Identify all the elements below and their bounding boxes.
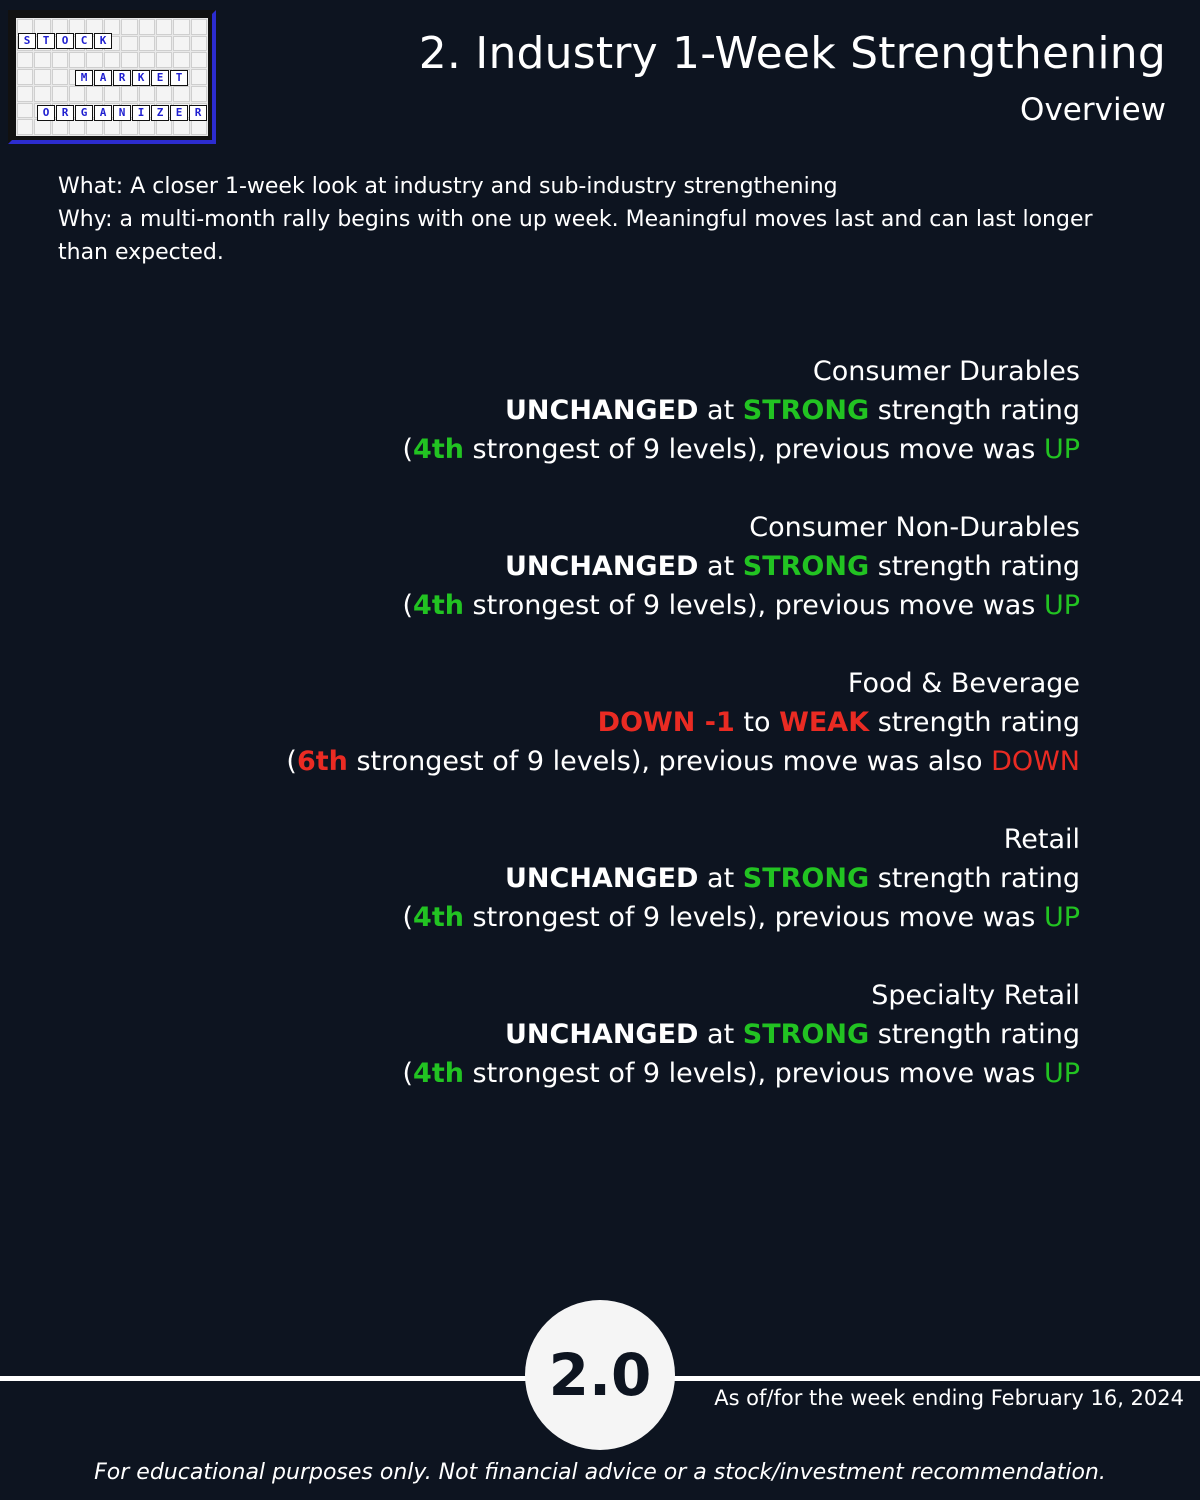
logo-grid-cell: [173, 36, 189, 52]
rank-value: 4th: [413, 434, 464, 465]
rating-suffix: strength rating: [869, 395, 1080, 426]
rank-line: [80, 1054, 1080, 1093]
industry-item: [80, 820, 1080, 937]
logo-grid-cell: [139, 86, 155, 102]
rating-connector: at: [698, 395, 743, 426]
logo-letter: I: [132, 105, 150, 121]
industry-name: Retail: [1003, 824, 1080, 855]
industry-list: [80, 352, 1080, 1132]
open-paren: (: [286, 746, 297, 777]
previous-move: DOWN: [991, 746, 1080, 777]
industry-item: [80, 508, 1080, 625]
logo-letter: Z: [151, 105, 169, 121]
logo-letter: A: [94, 105, 112, 121]
previous-move: UP: [1043, 1058, 1080, 1089]
logo-grid-cell: [156, 86, 172, 102]
logo-grid-cell: [34, 69, 50, 85]
page-title: 2. Industry 1-Week Strengthening: [418, 28, 1166, 79]
logo-grid-cell: [34, 119, 50, 135]
rating-connector: to: [734, 707, 780, 738]
change-status: UNCHANGED: [505, 1019, 699, 1050]
logo-grid-cell: [17, 103, 33, 119]
logo-grid-cell: [173, 19, 189, 35]
logo-grid-cell: [191, 86, 207, 102]
logo-grid-cell: [139, 119, 155, 135]
rank-value: 4th: [413, 1058, 464, 1089]
rating-connector: at: [698, 551, 743, 582]
industry-item: [80, 664, 1080, 781]
logo-grid-cell: [121, 119, 137, 135]
as-of-date: As of/for the week ending February 16, 2024: [714, 1386, 1184, 1410]
logo-grid-cell: [17, 69, 33, 85]
logo-letter: K: [132, 70, 150, 86]
industry-item: [80, 352, 1080, 469]
strength-rating: STRONG: [742, 395, 870, 426]
logo-letter: R: [113, 70, 131, 86]
rank-suffix: strongest of 9 levels), previous move was: [463, 590, 1044, 621]
logo-grid-cell: [191, 19, 207, 35]
rank-suffix: strongest of 9 levels), previous move was: [463, 434, 1044, 465]
logo-grid-cell: [156, 36, 172, 52]
change-status: UNCHANGED: [505, 863, 699, 894]
change-status: UNCHANGED: [505, 551, 699, 582]
open-paren: (: [402, 902, 414, 933]
logo-letter: S: [18, 33, 36, 49]
logo-letter: E: [151, 70, 169, 86]
logo-letter: C: [75, 33, 93, 49]
open-paren: (: [402, 434, 414, 465]
rating-line: [80, 1015, 1080, 1054]
logo-grid-cell: [69, 119, 85, 135]
rating-line: [80, 391, 1080, 430]
logo-grid-cell: [34, 52, 50, 68]
rank-suffix: strongest of 9 levels), previous move was: [463, 902, 1044, 933]
rank-value: 4th: [413, 590, 464, 621]
rating-line: [80, 703, 1080, 742]
industry-name: Consumer Non-Durables: [749, 512, 1080, 543]
rank-line: [80, 430, 1080, 469]
logo-grid-cell: [156, 52, 172, 68]
rank-line: [80, 586, 1080, 625]
logo-grid-cell: [86, 86, 102, 102]
logo-letter: N: [113, 105, 131, 121]
industry-item: [80, 976, 1080, 1093]
section-number-badge: 2.0: [525, 1300, 675, 1450]
logo-word-stock: [18, 33, 113, 49]
logo-grid-cell: [139, 19, 155, 35]
logo-letter: T: [37, 33, 55, 49]
description-why: Why: a multi-month rally begins with one up week. Meaningful moves last and can last longer than expected.: [58, 207, 1093, 265]
open-paren: (: [402, 1058, 414, 1089]
open-paren: (: [402, 590, 414, 621]
rating-suffix: strength rating: [869, 551, 1080, 582]
previous-move: UP: [1043, 590, 1080, 621]
logo-grid-cell: [104, 86, 120, 102]
logo-grid-cell: [52, 52, 68, 68]
logo-grid-cell: [17, 52, 33, 68]
rating-suffix: strength rating: [869, 1019, 1080, 1050]
logo-grid-cell: [139, 52, 155, 68]
strength-rating: STRONG: [742, 863, 870, 894]
logo-grid-cell: [52, 86, 68, 102]
disclaimer: For educational purposes only. Not financial advice or a stock/investment recommendation.: [94, 1460, 1106, 1485]
logo-grid-cell: [191, 69, 207, 85]
change-status: DOWN -1: [597, 707, 735, 738]
rank-value: 4th: [413, 902, 464, 933]
logo-letter: O: [56, 33, 74, 49]
rating-line: [80, 547, 1080, 586]
logo-grid-cell: [69, 86, 85, 102]
description-what: What: A closer 1-week look at industry and sub-industry strengthening: [58, 174, 838, 199]
change-status: UNCHANGED: [505, 395, 699, 426]
description: [58, 170, 1118, 269]
logo-grid-cell: [121, 52, 137, 68]
rank-suffix: strongest of 9 levels), previous move was: [463, 1058, 1044, 1089]
logo-grid-cell: [17, 86, 33, 102]
logo-letter: G: [75, 105, 93, 121]
logo-grid-cell: [52, 119, 68, 135]
strength-rating: STRONG: [742, 1019, 870, 1050]
rank-value: 6th: [296, 746, 348, 777]
logo-grid-cell: [34, 86, 50, 102]
logo-letter: R: [189, 105, 207, 121]
logo-grid-cell: [191, 52, 207, 68]
rank-line: [80, 742, 1080, 781]
rating-suffix: strength rating: [869, 707, 1080, 738]
logo-word-market: [75, 70, 189, 86]
rating-connector: at: [698, 1019, 743, 1050]
logo-grid-cell: [52, 69, 68, 85]
stock-market-organizer-logo: [8, 10, 216, 144]
logo-letter: T: [170, 70, 188, 86]
strength-rating: STRONG: [742, 551, 870, 582]
strength-rating: WEAK: [779, 707, 870, 738]
logo-grid-cell: [191, 119, 207, 135]
logo-grid-cell: [156, 119, 172, 135]
logo-grid-cell: [139, 36, 155, 52]
logo-grid-cell: [191, 36, 207, 52]
rank-line: [80, 898, 1080, 937]
logo-letter: K: [94, 33, 112, 49]
rating-line: [80, 859, 1080, 898]
industry-name: Specialty Retail: [871, 980, 1080, 1011]
logo-letter: O: [37, 105, 55, 121]
logo-grid-cell: [173, 52, 189, 68]
logo-word-organizer: [37, 105, 208, 121]
logo-grid-cell: [69, 52, 85, 68]
logo-grid-cell: [86, 52, 102, 68]
logo-grid-cell: [121, 36, 137, 52]
previous-move: UP: [1043, 902, 1080, 933]
rating-connector: at: [698, 863, 743, 894]
logo-letter: A: [94, 70, 112, 86]
logo-grid-cell: [104, 119, 120, 135]
logo-letter: R: [56, 105, 74, 121]
logo-letter: M: [75, 70, 93, 86]
industry-name: Consumer Durables: [812, 356, 1080, 387]
rank-suffix: strongest of 9 levels), previous move was also: [347, 746, 992, 777]
logo-grid-cell: [86, 119, 102, 135]
logo-grid-cell: [156, 19, 172, 35]
logo-grid-cell: [104, 52, 120, 68]
logo-grid-cell: [121, 19, 137, 35]
logo-grid-cell: [121, 86, 137, 102]
industry-name: Food & Beverage: [847, 668, 1080, 699]
logo-grid-cell: [173, 86, 189, 102]
rating-suffix: strength rating: [869, 863, 1080, 894]
page-subtitle: Overview: [1020, 92, 1166, 128]
logo-grid-cell: [17, 119, 33, 135]
logo-letter: E: [170, 105, 188, 121]
previous-move: UP: [1043, 434, 1080, 465]
logo-grid-cell: [173, 119, 189, 135]
